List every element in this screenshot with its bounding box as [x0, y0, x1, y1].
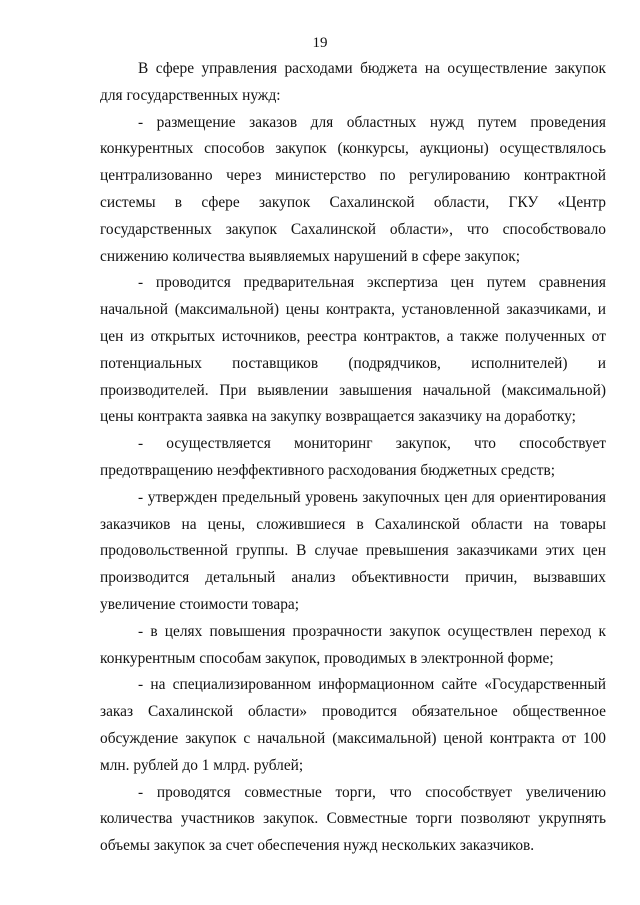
- list-item-price-ceiling: - утвержден предельный уровень закупочных цен для ориентирования заказчиков на цены, сложившиеся в Сахалинской области на товары продовольственной группы. В случае превышения заказчиками этих цен производится детальный анализ объективности причин, вызвавших увеличение стоимости товара;: [100, 488, 606, 613]
- intro-paragraph: В сфере управления расходами бюджета на осуществление закупок для государственных нужд:: [100, 60, 606, 104]
- page-number: 19: [312, 35, 328, 51]
- document-body: [100, 56, 606, 860]
- list-item-electronic-form: - в целях повышения прозрачности закупок осуществлен переход к конкурентным способам закупок, проводимых в электронной форме;: [100, 622, 606, 667]
- list-item-price-expertise: - проводится предварительная экспертиза цен путем сравнения начальной (максимальной) цены контракта, установленной заказчиками, и цен из открытых источников, реестра контрактов, а также полученных от потенциальных поставщиков (подрядчиков, исполнителей) и производителей. При выявлении завышения начальной (максимальной) цены контракта заявка на закупку возвращается заказчику на доработку;: [100, 274, 606, 426]
- list-item-centralized-procurement: - размещение заказов для областных нужд путем проведения конкурентных способов закупок (конкурсы, аукционы) осуществлялось централизованно через министерство по регулированию контрактной системы в сфере закупок Сахалинской области, ГКУ «Центр государственных закупок Сахалинской области», что способствовало снижению количества выявляемых нарушений в сфере закупок;: [100, 113, 606, 265]
- list-item-joint-tenders: - проводятся совместные торги, что способствует увеличению количества участников закупок. Совместные торги позволяют укрупнять объемы закупок за счет обеспечения нужд нескольких заказчиков.: [100, 783, 606, 855]
- list-item-monitoring: - осуществляется мониторинг закупок, что способствует предотвращению неэффективного расходования бюджетных средств;: [100, 435, 606, 479]
- list-item-public-discussion: - на специализированном информационном сайте «Государственный заказ Сахалинской области» проводится обязательное общественное обсуждение закупок с начальной (максимальной) ценой контракта от 100 млн. рублей до 1 млрд. рублей;: [100, 676, 606, 774]
